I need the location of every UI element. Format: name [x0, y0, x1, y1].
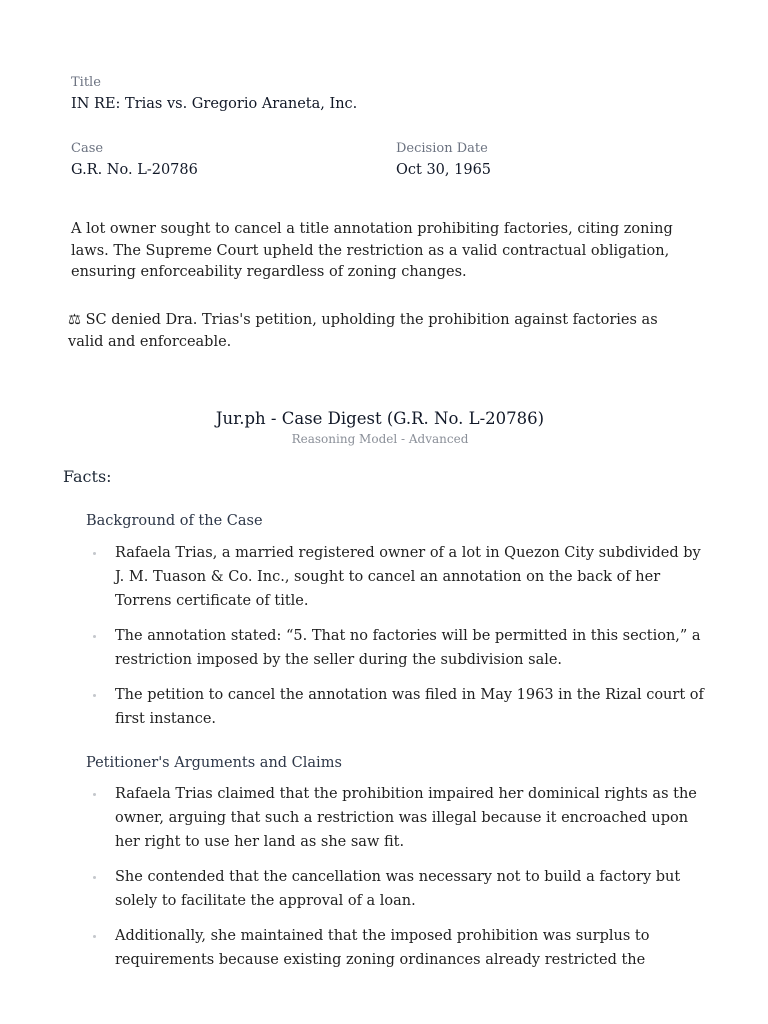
- case-label: Case: [71, 141, 104, 156]
- list-item: Rafaela Trias claimed that the prohibition impaired her dominical rights as the owner, arguing that such a restriction was illegal because it encroached upon her right to use her land as she saw fit.: [86, 782, 706, 854]
- digest-subtitle: Reasoning Model - Advanced: [291, 432, 469, 446]
- bullet-icon: [93, 793, 96, 796]
- decision-date-label: Decision Date: [396, 141, 488, 156]
- case-summary: A lot owner sought to cancel a title annotation prohibiting factories, citing zoning laws. The Supreme Court upheld the restriction as a valid contractual obligation, ensuring enforceability regardless of zoning changes.: [71, 221, 673, 280]
- list-item: The annotation stated: “5. That no factories will be permitted in this section,” a restriction imposed by the seller during the subdivision sale.: [86, 624, 706, 672]
- list-item: Additionally, she maintained that the imposed prohibition was surplus to requirements because existing zoning ordinances already restricted the: [86, 924, 706, 972]
- petitioner-arguments-list: [86, 782, 706, 983]
- section-title-petitioner-arguments: Petitioner's Arguments and Claims: [86, 755, 342, 771]
- verdict-text: SC denied Dra. Trias's petition, upholding the prohibition against factories as valid and enforceable.: [68, 312, 658, 350]
- bullet-icon: [93, 876, 96, 879]
- title-label: Title: [71, 75, 101, 90]
- decision-date-value: Oct 30, 1965: [396, 162, 492, 178]
- section-title-background: Background of the Case: [86, 513, 263, 529]
- scales-icon: ⚖: [68, 312, 81, 328]
- bullet-icon: [93, 552, 96, 555]
- digest-header: [0, 408, 760, 447]
- bullet-icon: [93, 694, 96, 697]
- case-field: [71, 141, 198, 179]
- decision-date-field: [396, 141, 491, 179]
- list-item: She contended that the cancellation was necessary not to build a factory but solely to facilitate the approval of a loan.: [86, 865, 706, 913]
- bullet-icon: [93, 635, 96, 638]
- facts-heading: Facts:: [63, 467, 112, 486]
- background-list: [86, 541, 706, 742]
- case-value: G.R. No. L-20786: [71, 162, 198, 178]
- list-item: The petition to cancel the annotation was filed in May 1963 in the Rizal court of first instance.: [86, 683, 706, 731]
- bullet-icon: [93, 935, 96, 938]
- title-field: [71, 75, 357, 113]
- title-value: IN RE: Trias vs. Gregorio Araneta, Inc.: [71, 96, 358, 112]
- verdict-statement: [68, 310, 678, 353]
- digest-title: Jur.ph - Case Digest (G.R. No. L-20786): [215, 409, 545, 428]
- list-item: Rafaela Trias, a married registered owner of a lot in Quezon City subdivided by J. M. Tuason & Co. Inc., sought to cancel an annotation on the back of her Torrens certificate of title.: [86, 541, 706, 613]
